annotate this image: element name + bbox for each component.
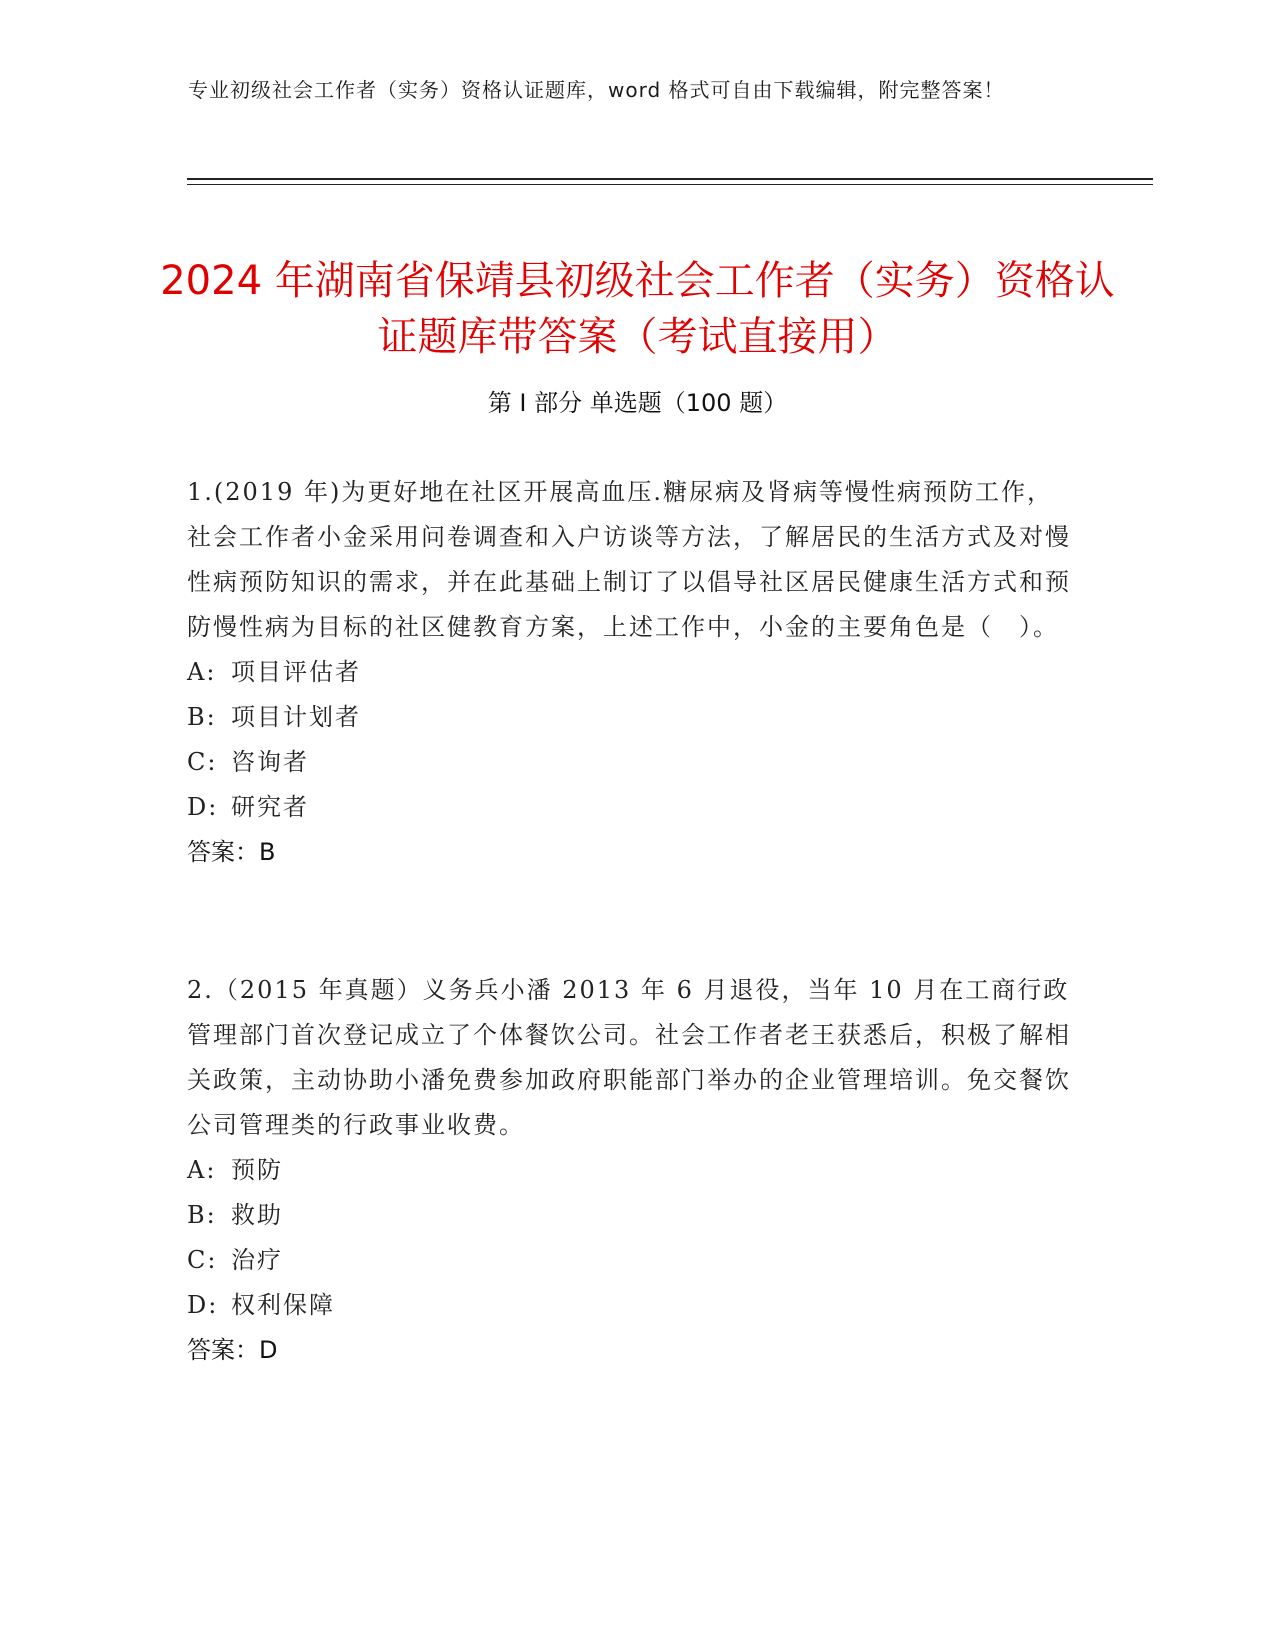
option-key: A: bbox=[187, 1156, 217, 1184]
option-c bbox=[187, 740, 1077, 785]
option-key: D: bbox=[187, 1291, 219, 1319]
question-2 bbox=[187, 968, 1077, 1373]
option-d bbox=[187, 1283, 1077, 1328]
header-divider-thin bbox=[187, 184, 1153, 185]
option-text: 权利保障 bbox=[231, 1291, 335, 1319]
document-title: 2024 年湖南省保靖县初级社会工作者（实务）资格认证题库带答案（考试直接用） bbox=[160, 257, 1115, 360]
option-text: 治疗 bbox=[231, 1246, 283, 1274]
option-text: 项目评估者 bbox=[231, 658, 361, 686]
option-d bbox=[187, 785, 1077, 830]
option-key: C: bbox=[187, 1246, 218, 1274]
question-1 bbox=[187, 470, 1077, 875]
option-key: B: bbox=[187, 1201, 217, 1229]
option-a bbox=[187, 650, 1077, 695]
option-c bbox=[187, 1238, 1077, 1283]
option-text: 预防 bbox=[231, 1156, 283, 1184]
answer: 答案：B bbox=[187, 838, 276, 866]
question-stem: 2.（2015 年真题）义务兵小潘 2013 年 6 月退役，当年 10 月在工商行政管理部门首次登记成立了个体餐饮公司。社会工作者老王获悉后，积极了解相关政策，主动协助小潘免费参加政府职能部门举办的企业管理培训。免交餐饮公司管理类的行政事业收费。 bbox=[187, 976, 1071, 1139]
option-a bbox=[187, 1148, 1077, 1193]
option-key: C: bbox=[187, 748, 218, 776]
option-text: 研究者 bbox=[231, 793, 309, 821]
option-text: 项目计划者 bbox=[231, 703, 361, 731]
header-note: 专业初级社会工作者（实务）资格认证题库，word 格式可自由下载编辑，附完整答案！ bbox=[188, 78, 1005, 102]
option-text: 救助 bbox=[231, 1201, 283, 1229]
option-key: D: bbox=[187, 793, 219, 821]
option-b bbox=[187, 695, 1077, 740]
option-key: A: bbox=[187, 658, 217, 686]
answer: 答案：D bbox=[187, 1336, 278, 1364]
option-b bbox=[187, 1193, 1077, 1238]
question-stem: 1.(2019 年)为更好地在社区开展高血压.糖尿病及肾病等慢性病预防工作，社会工作者小金采用问卷调查和入户访谈等方法，了解居民的生活方式及对慢性病预防知识的需求，并在此基础上制订了以倡导社区居民健康生活方式和预防慢性病为目标的社区健教育方案，上述工作中，小金的主要角色是（ ）。 bbox=[187, 478, 1071, 641]
option-key: B: bbox=[187, 703, 217, 731]
section-heading: 第 I 部分 单选题（100 题） bbox=[487, 389, 788, 417]
header-divider-thick bbox=[187, 178, 1153, 180]
option-text: 咨询者 bbox=[231, 748, 309, 776]
